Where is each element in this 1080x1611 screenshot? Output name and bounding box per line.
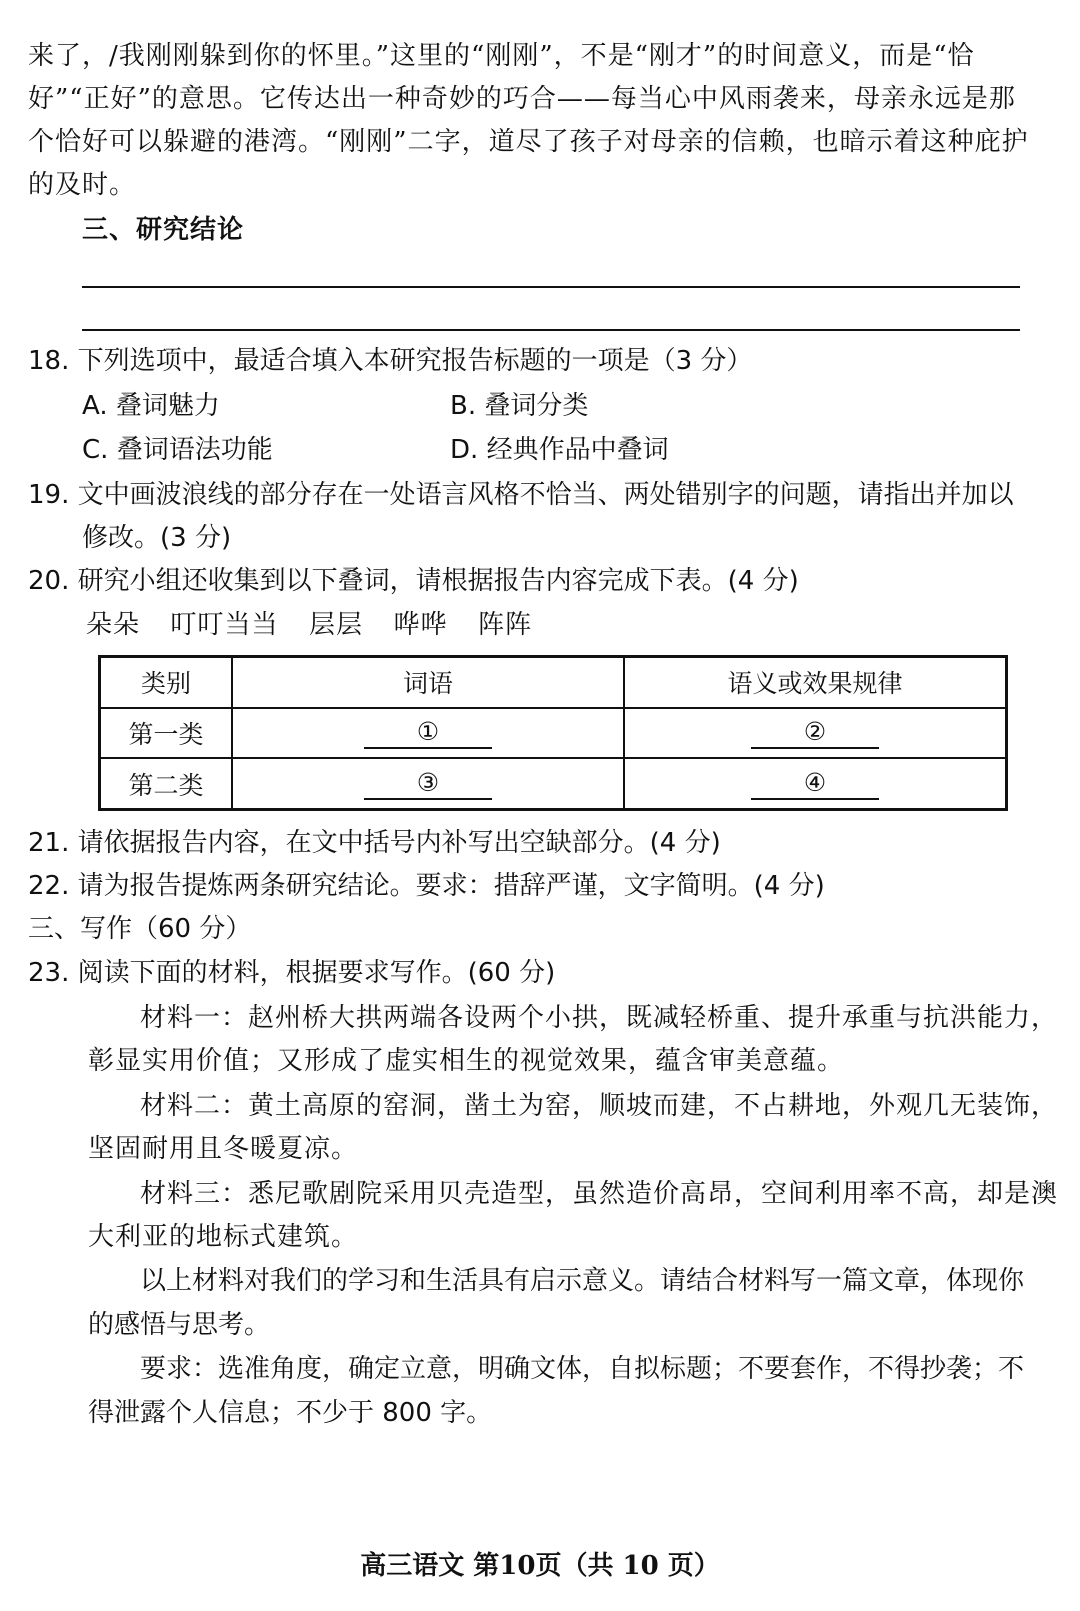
header-rule: 语义或效果规律	[624, 657, 1007, 708]
q18-option-d	[450, 432, 669, 468]
q19-number: 19.	[28, 480, 70, 510]
option-text: 叠词魅力	[115, 391, 220, 421]
answer-line-1	[82, 286, 1020, 288]
blank-2[interactable]: ②	[751, 717, 879, 749]
row2-rule-cell	[624, 758, 1007, 809]
section-heading-conclusion: 三、研究结论	[82, 215, 245, 245]
row1-category: 第一类	[100, 708, 233, 759]
q23-number: 23.	[28, 958, 70, 988]
option-label: B.	[450, 391, 477, 421]
q22-number: 22.	[28, 871, 70, 901]
writing-heading: 三、写作（60 分）	[28, 914, 252, 944]
q19-line-2: 修改。(3 分)	[82, 523, 232, 553]
q22-text: 请为报告提炼两条研究结论。要求：措辞严谨，文字简明。(4 分)	[77, 871, 825, 901]
option-label: D.	[450, 435, 479, 465]
requirements-line-1: 要求：选准角度，确定立意，明确文体，自拟标题；不要套作，不得抄袭；不	[140, 1354, 1025, 1384]
option-text: 叠词分类	[484, 391, 589, 421]
blank-4[interactable]: ④	[751, 768, 879, 800]
intro-line-3: 个恰好可以躲避的港湾。“刚刚”二字，道尽了孩子对母亲的信赖，也暗示着这种庇护	[28, 127, 1029, 157]
header-category: 类别	[100, 657, 233, 708]
material2-line-2: 坚固耐用且冬暖夏凉。	[88, 1134, 359, 1164]
q20-word-list: 朵朵 叮叮当当 层层 哗哗 阵阵	[86, 610, 533, 640]
q18-option-b	[450, 388, 588, 424]
intro-line-1: 来了，/我刚刚躲到你的怀里。”这里的“刚刚”，不是“刚才”的时间意义，而是“恰	[28, 41, 975, 71]
blank-3[interactable]: ③	[364, 768, 492, 800]
q21	[28, 825, 721, 861]
q20-stem-text: 研究小组还收集到以下叠词，请根据报告内容完成下表。(4 分)	[77, 566, 799, 596]
row1-words-cell	[232, 708, 624, 759]
option-text: 叠词语法功能	[116, 435, 273, 465]
material1-line-1: 材料一：赵州桥大拱两端各设两个小拱，既减轻桥重、提升承重与抗洪能力，	[140, 1003, 1059, 1033]
q23-stem-text: 阅读下面的材料，根据要求写作。(60 分)	[77, 958, 556, 988]
row2-words-cell	[232, 758, 624, 809]
answer-line-2	[82, 329, 1020, 331]
q18-option-a	[82, 388, 220, 424]
q20-answer-table	[98, 655, 1008, 811]
q18-stem-text: 下列选项中，最适合填入本研究报告标题的一项是（3 分）	[77, 346, 753, 376]
q21-text: 请依据报告内容，在文中括号内补写出空缺部分。(4 分)	[77, 828, 721, 858]
q22	[28, 868, 825, 904]
q23-stem	[28, 955, 555, 991]
option-label: C.	[82, 435, 109, 465]
q18-number: 18.	[28, 346, 70, 376]
table-row	[100, 758, 1007, 809]
intro-line-2: 好”“正好”的意思。它传达出一种奇妙的巧合——每当心中风雨袭来，母亲永远是那	[28, 84, 1016, 114]
q20-stem	[28, 563, 799, 599]
q18-stem	[28, 343, 752, 379]
q18-option-c	[82, 432, 273, 468]
material2-line-1: 材料二：黄土高原的窑洞，凿土为窑，顺坡而建，不占耕地，外观几无装饰，	[140, 1091, 1059, 1121]
row2-category: 第二类	[100, 758, 233, 809]
material1-line-2: 彰显实用价值；又形成了虚实相生的视觉效果，蕴含审美意蕴。	[88, 1046, 845, 1076]
header-words: 词语	[232, 657, 624, 708]
prompt-line-1: 以上材料对我们的学习和生活具有启示意义。请结合材料写一篇文章，体现你	[140, 1266, 1025, 1296]
intro-line-4: 的及时。	[28, 170, 137, 200]
requirements-line-2: 得泄露个人信息；不少于 800 字。	[88, 1398, 493, 1428]
q20-number: 20.	[28, 566, 70, 596]
option-label: A.	[82, 391, 108, 421]
option-text: 经典作品中叠词	[486, 435, 669, 465]
table-header-row	[100, 657, 1007, 708]
row1-rule-cell	[624, 708, 1007, 759]
table-row	[100, 708, 1007, 759]
prompt-line-2: 的感悟与思考。	[88, 1310, 271, 1340]
material3-line-1: 材料三：悉尼歌剧院采用贝壳造型，虽然造价高昂，空间利用率不高，却是澳	[140, 1179, 1059, 1209]
q19-line-1: 文中画波浪线的部分存在一处语言风格不恰当、两处错别字的问题，请指出并加以	[77, 480, 1014, 510]
material3-line-2: 大利亚的地标式建筑。	[88, 1222, 359, 1252]
blank-1[interactable]: ①	[364, 717, 492, 749]
q21-number: 21.	[28, 828, 70, 858]
q19-stem	[28, 477, 1014, 513]
page-footer: 高三语文 第10页（共 10 页）	[360, 1551, 720, 1581]
